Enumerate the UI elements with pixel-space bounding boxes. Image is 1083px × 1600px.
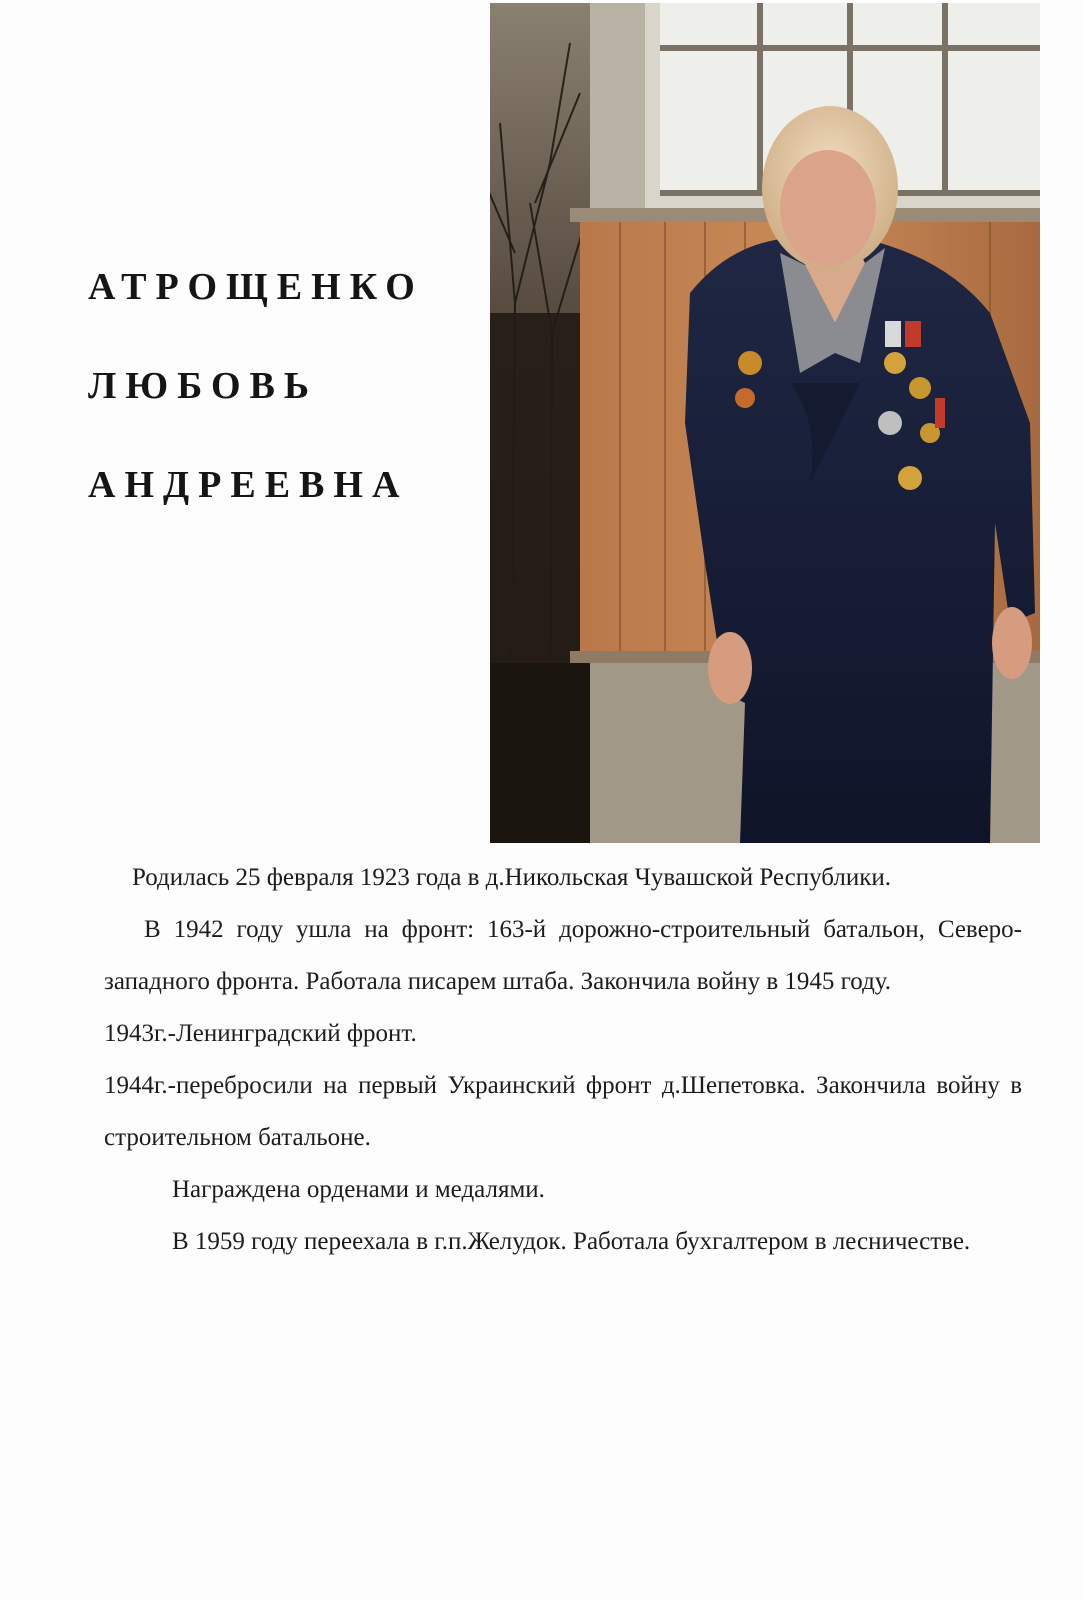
bio-paragraph-front: В 1942 году ушла на фронт: 163-й дорожно-строительный батальон, Северо-западного фронта. Работала писарем штаба. Закончила войну в 1945 году.	[104, 916, 1022, 995]
surname-heading: АТРОЩЕНКО	[88, 266, 424, 308]
bio-paragraph-birth: Родилась 25 февраля 1923 года в д.Никольская Чувашской Республики.	[132, 864, 892, 891]
biography-text	[104, 852, 1022, 1268]
bio-paragraph-awards: Награждена орденами и медалями.	[172, 1176, 545, 1203]
portrait-photo	[490, 3, 1040, 843]
bio-paragraph-1944: 1944г.-перебросили на первый Украинский фронт д.Шепетовка. Закончила войну в строительном батальоне.	[104, 1072, 1022, 1151]
first-name-heading: ЛЮБОВЬ	[88, 365, 318, 407]
patronymic-heading: АНДРЕЕВНА	[88, 464, 409, 506]
bio-paragraph-1959: В 1959 году переехала в г.п.Желудок. Работала бухгалтером в лесничестве.	[172, 1228, 971, 1255]
name-block	[88, 265, 468, 562]
bio-paragraph-1943: 1943г.-Ленинградский фронт.	[104, 1020, 417, 1047]
